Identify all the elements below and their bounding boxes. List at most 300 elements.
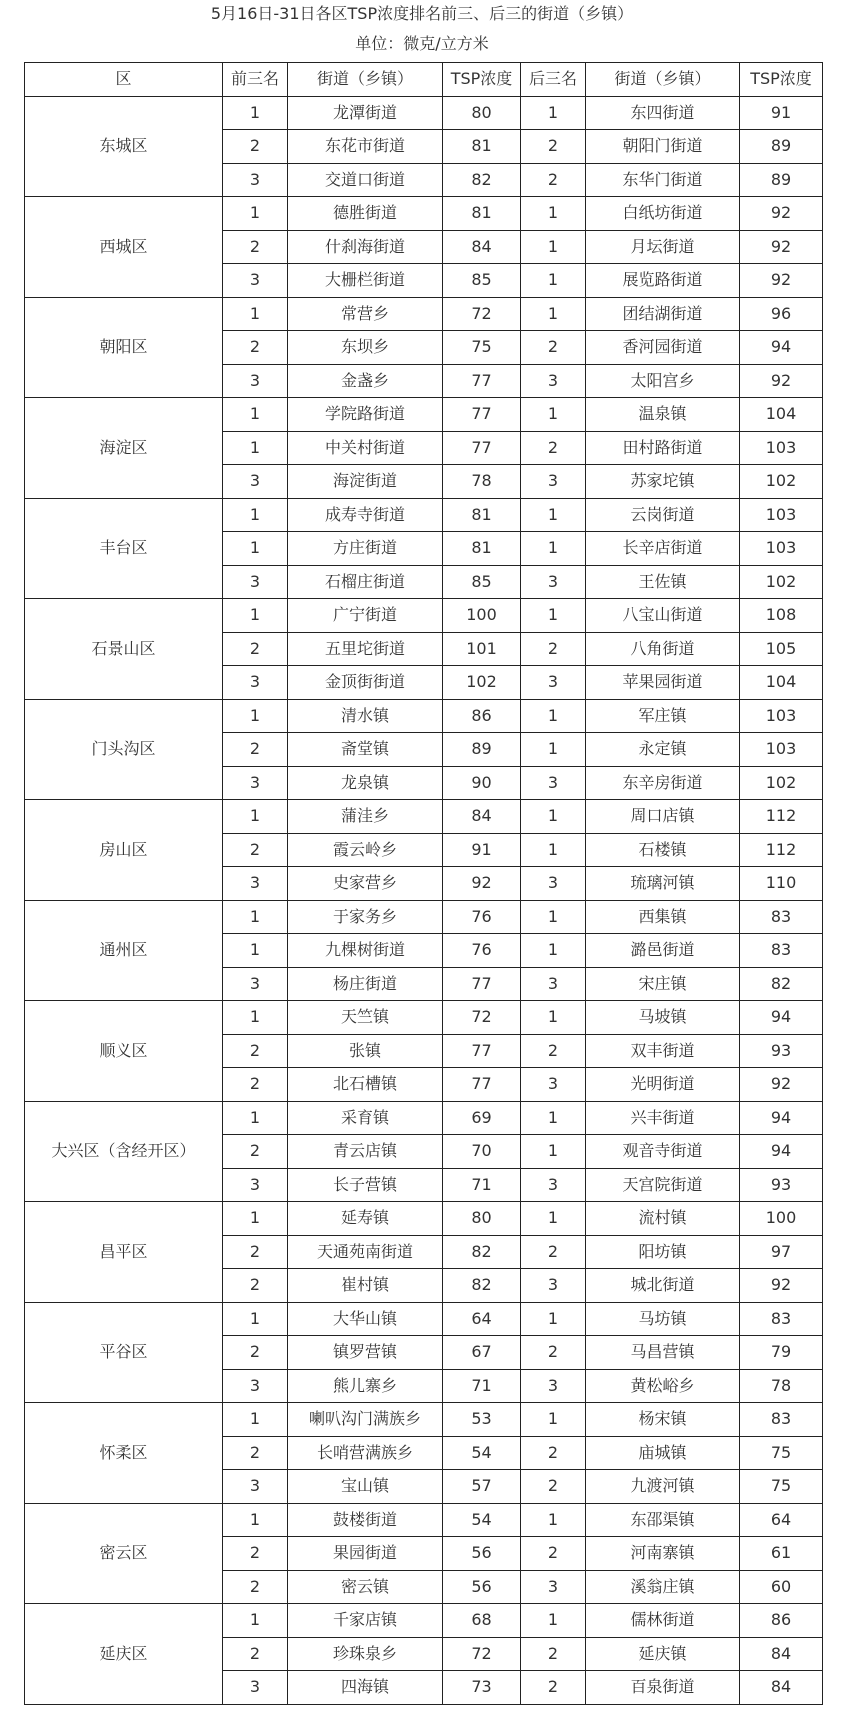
top-rank-cell: 1: [223, 1302, 288, 1336]
bottom-tsp-cell: 75: [740, 1470, 823, 1504]
bottom-rank-cell: 3: [521, 766, 586, 800]
unit-label: 单位：微克/立方米: [355, 34, 489, 53]
district-cell: 西城区: [25, 197, 223, 298]
bottom-street-cell: 延庆镇: [586, 1637, 740, 1671]
top-rank-cell: 1: [223, 599, 288, 633]
top-street-cell: 于家务乡: [288, 900, 443, 934]
bottom-rank-cell: 3: [521, 967, 586, 1001]
bottom-rank-cell: 1: [521, 733, 586, 767]
top-tsp-cell: 80: [443, 96, 521, 130]
bottom-rank-cell: 1: [521, 1503, 586, 1537]
bottom-street-cell: 黄松峪乡: [586, 1369, 740, 1403]
top-tsp-cell: 71: [443, 1168, 521, 1202]
top-street-cell: 密云镇: [288, 1570, 443, 1604]
bottom-street-cell: 光明街道: [586, 1068, 740, 1102]
top-street-cell: 龙泉镇: [288, 766, 443, 800]
top-rank-cell: 1: [223, 1101, 288, 1135]
top-tsp-cell: 57: [443, 1470, 521, 1504]
top-street-cell: 九棵树街道: [288, 934, 443, 968]
top-tsp-cell: 77: [443, 398, 521, 432]
bottom-tsp-cell: 102: [740, 465, 823, 499]
bottom-rank-cell: 1: [521, 1403, 586, 1437]
bottom-tsp-cell: 92: [740, 1269, 823, 1303]
bottom-street-cell: 苏家坨镇: [586, 465, 740, 499]
bottom-rank-cell: 1: [521, 398, 586, 432]
bottom-tsp-cell: 92: [740, 230, 823, 264]
top-rank-cell: 1: [223, 1604, 288, 1638]
bottom-rank-cell: 2: [521, 632, 586, 666]
bottom-street-cell: 百泉街道: [586, 1671, 740, 1705]
bottom-tsp-cell: 89: [740, 130, 823, 164]
bottom-street-cell: 八宝山街道: [586, 599, 740, 633]
bottom-rank-cell: 2: [521, 1034, 586, 1068]
top-street-cell: 金盏乡: [288, 364, 443, 398]
bottom-street-cell: 儒林街道: [586, 1604, 740, 1638]
bottom-street-cell: 东辛房街道: [586, 766, 740, 800]
top-tsp-cell: 77: [443, 431, 521, 465]
bottom-street-cell: 周口店镇: [586, 800, 740, 834]
top-rank-cell: 3: [223, 264, 288, 298]
top-tsp-cell: 100: [443, 599, 521, 633]
bottom-tsp-cell: 83: [740, 1302, 823, 1336]
top-street-cell: 广宁街道: [288, 599, 443, 633]
table-row: [25, 599, 823, 633]
bottom-rank-cell: 1: [521, 498, 586, 532]
top-rank-cell: 2: [223, 1135, 288, 1169]
top-rank-cell: 2: [223, 1235, 288, 1269]
table-row: [25, 800, 823, 834]
bottom-tsp-cell: 103: [740, 498, 823, 532]
table-body: [25, 96, 823, 1704]
bottom-tsp-cell: 60: [740, 1570, 823, 1604]
bottom-rank-cell: 1: [521, 264, 586, 298]
top-tsp-cell: 70: [443, 1135, 521, 1169]
top-rank-cell: 1: [223, 1001, 288, 1035]
header-bottom-tsp: TSP浓度: [740, 63, 823, 97]
district-cell: 延庆区: [25, 1604, 223, 1705]
district-cell: 石景山区: [25, 599, 223, 700]
bottom-tsp-cell: 94: [740, 1101, 823, 1135]
bottom-rank-cell: 3: [521, 465, 586, 499]
bottom-rank-cell: 2: [521, 331, 586, 365]
bottom-rank-cell: 1: [521, 297, 586, 331]
bottom-rank-cell: 1: [521, 599, 586, 633]
bottom-tsp-cell: 84: [740, 1637, 823, 1671]
top-rank-cell: 1: [223, 1202, 288, 1236]
top-rank-cell: 2: [223, 1570, 288, 1604]
district-cell: 顺义区: [25, 1001, 223, 1102]
bottom-street-cell: 马昌营镇: [586, 1336, 740, 1370]
bottom-street-cell: 天宫院街道: [586, 1168, 740, 1202]
table-row: [25, 398, 823, 432]
district-cell: 房山区: [25, 800, 223, 901]
district-cell: 密云区: [25, 1503, 223, 1604]
top-tsp-cell: 71: [443, 1369, 521, 1403]
table-row: [25, 96, 823, 130]
bottom-street-cell: 香河园街道: [586, 331, 740, 365]
top-street-cell: 四海镇: [288, 1671, 443, 1705]
top-street-cell: 方庄街道: [288, 532, 443, 566]
table-row: [25, 1604, 823, 1638]
top-street-cell: 杨庄街道: [288, 967, 443, 1001]
top-street-cell: 采育镇: [288, 1101, 443, 1135]
table-row: [25, 699, 823, 733]
top-rank-cell: 3: [223, 1369, 288, 1403]
top-tsp-cell: 72: [443, 297, 521, 331]
bottom-tsp-cell: 61: [740, 1537, 823, 1571]
bottom-rank-cell: 1: [521, 1302, 586, 1336]
bottom-street-cell: 九渡河镇: [586, 1470, 740, 1504]
header-bottom-street: 街道（乡镇）: [586, 63, 740, 97]
top-street-cell: 石榴庄街道: [288, 565, 443, 599]
top-tsp-cell: 64: [443, 1302, 521, 1336]
top-street-cell: 喇叭沟门满族乡: [288, 1403, 443, 1437]
bottom-street-cell: 东四街道: [586, 96, 740, 130]
bottom-tsp-cell: 92: [740, 1068, 823, 1102]
top-rank-cell: 1: [223, 900, 288, 934]
top-rank-cell: 1: [223, 498, 288, 532]
bottom-street-cell: 月坛街道: [586, 230, 740, 264]
bottom-street-cell: 八角街道: [586, 632, 740, 666]
district-cell: 平谷区: [25, 1302, 223, 1403]
bottom-rank-cell: 2: [521, 1470, 586, 1504]
top-street-cell: 千家店镇: [288, 1604, 443, 1638]
top-tsp-cell: 92: [443, 867, 521, 901]
top-rank-cell: 2: [223, 331, 288, 365]
top-rank-cell: 1: [223, 800, 288, 834]
top-tsp-cell: 69: [443, 1101, 521, 1135]
top-rank-cell: 3: [223, 766, 288, 800]
top-street-cell: 熊儿寨乡: [288, 1369, 443, 1403]
bottom-street-cell: 流村镇: [586, 1202, 740, 1236]
bottom-street-cell: 西集镇: [586, 900, 740, 934]
bottom-rank-cell: 1: [521, 1101, 586, 1135]
top-rank-cell: 1: [223, 532, 288, 566]
table-row: [25, 1503, 823, 1537]
district-cell: 朝阳区: [25, 297, 223, 398]
top-tsp-cell: 85: [443, 264, 521, 298]
top-street-cell: 五里坨街道: [288, 632, 443, 666]
bottom-tsp-cell: 64: [740, 1503, 823, 1537]
district-cell: 东城区: [25, 96, 223, 197]
bottom-street-cell: 云岗街道: [586, 498, 740, 532]
top-rank-cell: 3: [223, 1470, 288, 1504]
top-tsp-cell: 77: [443, 967, 521, 1001]
table-row: [25, 900, 823, 934]
top-street-cell: 长子营镇: [288, 1168, 443, 1202]
bottom-street-cell: 城北街道: [586, 1269, 740, 1303]
top-street-cell: 金顶街街道: [288, 666, 443, 700]
top-street-cell: 龙潭街道: [288, 96, 443, 130]
top-tsp-cell: 101: [443, 632, 521, 666]
bottom-rank-cell: 1: [521, 1001, 586, 1035]
top-tsp-cell: 75: [443, 331, 521, 365]
top-tsp-cell: 102: [443, 666, 521, 700]
table-row: [25, 498, 823, 532]
top-tsp-cell: 78: [443, 465, 521, 499]
bottom-tsp-cell: 86: [740, 1604, 823, 1638]
top-tsp-cell: 76: [443, 934, 521, 968]
bottom-rank-cell: 2: [521, 1537, 586, 1571]
bottom-street-cell: 潞邑街道: [586, 934, 740, 968]
top-street-cell: 长哨营满族乡: [288, 1436, 443, 1470]
top-rank-cell: 1: [223, 398, 288, 432]
top-street-cell: 大栅栏街道: [288, 264, 443, 298]
top-tsp-cell: 56: [443, 1537, 521, 1571]
bottom-street-cell: 琉璃河镇: [586, 867, 740, 901]
top-tsp-cell: 90: [443, 766, 521, 800]
bottom-tsp-cell: 83: [740, 934, 823, 968]
district-cell: 丰台区: [25, 498, 223, 599]
bottom-tsp-cell: 112: [740, 800, 823, 834]
top-tsp-cell: 81: [443, 532, 521, 566]
top-street-cell: 果园街道: [288, 1537, 443, 1571]
top-rank-cell: 1: [223, 1503, 288, 1537]
bottom-rank-cell: 3: [521, 666, 586, 700]
bottom-tsp-cell: 94: [740, 1135, 823, 1169]
bottom-street-cell: 军庄镇: [586, 699, 740, 733]
bottom-street-cell: 团结湖街道: [586, 297, 740, 331]
bottom-rank-cell: 2: [521, 130, 586, 164]
top-tsp-cell: 81: [443, 498, 521, 532]
header-district: 区: [25, 63, 223, 97]
top-tsp-cell: 77: [443, 1034, 521, 1068]
bottom-street-cell: 河南寨镇: [586, 1537, 740, 1571]
top-street-cell: 中关村街道: [288, 431, 443, 465]
top-tsp-cell: 77: [443, 1068, 521, 1102]
bottom-street-cell: 朝阳门街道: [586, 130, 740, 164]
bottom-rank-cell: 3: [521, 1269, 586, 1303]
top-street-cell: 清水镇: [288, 699, 443, 733]
top-rank-cell: 3: [223, 364, 288, 398]
top-tsp-cell: 54: [443, 1436, 521, 1470]
top-rank-cell: 1: [223, 699, 288, 733]
top-street-cell: 常营乡: [288, 297, 443, 331]
bottom-rank-cell: 1: [521, 1604, 586, 1638]
top-street-cell: 天竺镇: [288, 1001, 443, 1035]
table-row: [25, 197, 823, 231]
header-bottom-rank: 后三名: [521, 63, 586, 97]
top-street-cell: 宝山镇: [288, 1470, 443, 1504]
bottom-tsp-cell: 92: [740, 264, 823, 298]
bottom-tsp-cell: 93: [740, 1168, 823, 1202]
top-street-cell: 鼓楼街道: [288, 1503, 443, 1537]
bottom-rank-cell: 2: [521, 1637, 586, 1671]
bottom-tsp-cell: 94: [740, 1001, 823, 1035]
top-tsp-cell: 82: [443, 1269, 521, 1303]
top-rank-cell: 3: [223, 465, 288, 499]
bottom-tsp-cell: 97: [740, 1235, 823, 1269]
top-street-cell: 张镇: [288, 1034, 443, 1068]
bottom-tsp-cell: 82: [740, 967, 823, 1001]
bottom-street-cell: 马坡镇: [586, 1001, 740, 1035]
top-tsp-cell: 68: [443, 1604, 521, 1638]
top-rank-cell: 1: [223, 1403, 288, 1437]
top-rank-cell: 3: [223, 867, 288, 901]
bottom-street-cell: 田村路街道: [586, 431, 740, 465]
bottom-street-cell: 东华门街道: [586, 163, 740, 197]
top-street-cell: 斋堂镇: [288, 733, 443, 767]
bottom-street-cell: 温泉镇: [586, 398, 740, 432]
district-cell: 大兴区（含经开区）: [25, 1101, 223, 1202]
table-row: [25, 1302, 823, 1336]
top-rank-cell: 1: [223, 431, 288, 465]
top-rank-cell: 2: [223, 833, 288, 867]
top-rank-cell: 2: [223, 1068, 288, 1102]
top-tsp-cell: 54: [443, 1503, 521, 1537]
top-tsp-cell: 89: [443, 733, 521, 767]
bottom-street-cell: 永定镇: [586, 733, 740, 767]
bottom-street-cell: 杨宋镇: [586, 1403, 740, 1437]
top-street-cell: 镇罗营镇: [288, 1336, 443, 1370]
bottom-tsp-cell: 103: [740, 699, 823, 733]
bottom-street-cell: 长辛店街道: [586, 532, 740, 566]
table-row: [25, 1202, 823, 1236]
bottom-street-cell: 溪翁庄镇: [586, 1570, 740, 1604]
bottom-rank-cell: 2: [521, 1436, 586, 1470]
top-tsp-cell: 72: [443, 1637, 521, 1671]
bottom-street-cell: 观音寺街道: [586, 1135, 740, 1169]
bottom-tsp-cell: 104: [740, 666, 823, 700]
top-tsp-cell: 91: [443, 833, 521, 867]
top-tsp-cell: 67: [443, 1336, 521, 1370]
top-tsp-cell: 81: [443, 197, 521, 231]
top-street-cell: 青云店镇: [288, 1135, 443, 1169]
tsp-ranking-table: [24, 62, 823, 1705]
top-tsp-cell: 77: [443, 364, 521, 398]
bottom-tsp-cell: 104: [740, 398, 823, 432]
bottom-rank-cell: 2: [521, 1671, 586, 1705]
bottom-tsp-cell: 83: [740, 1403, 823, 1437]
top-street-cell: 珍珠泉乡: [288, 1637, 443, 1671]
bottom-street-cell: 东邵渠镇: [586, 1503, 740, 1537]
top-tsp-cell: 76: [443, 900, 521, 934]
top-rank-cell: 3: [223, 565, 288, 599]
bottom-tsp-cell: 94: [740, 331, 823, 365]
top-street-cell: 成寿寺街道: [288, 498, 443, 532]
top-street-cell: 大华山镇: [288, 1302, 443, 1336]
top-rank-cell: 1: [223, 934, 288, 968]
district-cell: 通州区: [25, 900, 223, 1001]
header-top-rank: 前三名: [223, 63, 288, 97]
table-row: [25, 297, 823, 331]
bottom-rank-cell: 1: [521, 900, 586, 934]
bottom-street-cell: 双丰街道: [586, 1034, 740, 1068]
district-cell: 海淀区: [25, 398, 223, 499]
bottom-rank-cell: 2: [521, 431, 586, 465]
bottom-street-cell: 马坊镇: [586, 1302, 740, 1336]
bottom-tsp-cell: 96: [740, 297, 823, 331]
top-street-cell: 霞云岭乡: [288, 833, 443, 867]
table-row: [25, 1101, 823, 1135]
bottom-tsp-cell: 103: [740, 431, 823, 465]
top-street-cell: 什刹海街道: [288, 230, 443, 264]
bottom-rank-cell: 2: [521, 163, 586, 197]
top-rank-cell: 3: [223, 666, 288, 700]
bottom-rank-cell: 1: [521, 96, 586, 130]
top-tsp-cell: 72: [443, 1001, 521, 1035]
bottom-tsp-cell: 105: [740, 632, 823, 666]
top-street-cell: 东花市街道: [288, 130, 443, 164]
top-street-cell: 学院路街道: [288, 398, 443, 432]
top-tsp-cell: 81: [443, 130, 521, 164]
bottom-street-cell: 展览路街道: [586, 264, 740, 298]
header-row: [25, 63, 823, 97]
top-tsp-cell: 80: [443, 1202, 521, 1236]
top-rank-cell: 3: [223, 1168, 288, 1202]
header-top-street: 街道（乡镇）: [288, 63, 443, 97]
top-street-cell: 北石槽镇: [288, 1068, 443, 1102]
top-street-cell: 史家营乡: [288, 867, 443, 901]
bottom-rank-cell: 1: [521, 532, 586, 566]
district-cell: 怀柔区: [25, 1403, 223, 1504]
bottom-street-cell: 石楼镇: [586, 833, 740, 867]
bottom-tsp-cell: 108: [740, 599, 823, 633]
bottom-tsp-cell: 100: [740, 1202, 823, 1236]
top-tsp-cell: 56: [443, 1570, 521, 1604]
top-street-cell: 天通苑南街道: [288, 1235, 443, 1269]
bottom-tsp-cell: 89: [740, 163, 823, 197]
bottom-tsp-cell: 102: [740, 766, 823, 800]
top-rank-cell: 2: [223, 632, 288, 666]
bottom-rank-cell: 3: [521, 1369, 586, 1403]
bottom-rank-cell: 2: [521, 1336, 586, 1370]
top-rank-cell: 2: [223, 733, 288, 767]
bottom-tsp-cell: 103: [740, 532, 823, 566]
top-tsp-cell: 84: [443, 230, 521, 264]
bottom-street-cell: 兴丰街道: [586, 1101, 740, 1135]
top-rank-cell: 2: [223, 230, 288, 264]
bottom-street-cell: 太阳宫乡: [586, 364, 740, 398]
bottom-tsp-cell: 79: [740, 1336, 823, 1370]
bottom-tsp-cell: 110: [740, 867, 823, 901]
bottom-rank-cell: 1: [521, 800, 586, 834]
top-street-cell: 蒲洼乡: [288, 800, 443, 834]
top-rank-cell: 2: [223, 1637, 288, 1671]
top-rank-cell: 3: [223, 967, 288, 1001]
top-street-cell: 德胜街道: [288, 197, 443, 231]
bottom-rank-cell: 3: [521, 1168, 586, 1202]
bottom-street-cell: 苹果园街道: [586, 666, 740, 700]
bottom-tsp-cell: 93: [740, 1034, 823, 1068]
bottom-tsp-cell: 102: [740, 565, 823, 599]
bottom-rank-cell: 3: [521, 1068, 586, 1102]
bottom-rank-cell: 1: [521, 197, 586, 231]
top-rank-cell: 2: [223, 130, 288, 164]
bottom-rank-cell: 1: [521, 230, 586, 264]
top-tsp-cell: 85: [443, 565, 521, 599]
bottom-street-cell: 宋庄镇: [586, 967, 740, 1001]
bottom-tsp-cell: 78: [740, 1369, 823, 1403]
bottom-rank-cell: 1: [521, 1135, 586, 1169]
bottom-tsp-cell: 83: [740, 900, 823, 934]
top-street-cell: 交道口街道: [288, 163, 443, 197]
top-street-cell: 延寿镇: [288, 1202, 443, 1236]
bottom-tsp-cell: 112: [740, 833, 823, 867]
top-tsp-cell: 53: [443, 1403, 521, 1437]
top-rank-cell: 2: [223, 1537, 288, 1571]
top-rank-cell: 3: [223, 1671, 288, 1705]
district-cell: 昌平区: [25, 1202, 223, 1303]
top-rank-cell: 1: [223, 96, 288, 130]
bottom-street-cell: 王佐镇: [586, 565, 740, 599]
top-tsp-cell: 84: [443, 800, 521, 834]
bottom-tsp-cell: 84: [740, 1671, 823, 1705]
district-cell: 门头沟区: [25, 699, 223, 800]
bottom-rank-cell: 2: [521, 1235, 586, 1269]
bottom-rank-cell: 3: [521, 1570, 586, 1604]
table-row: [25, 1403, 823, 1437]
